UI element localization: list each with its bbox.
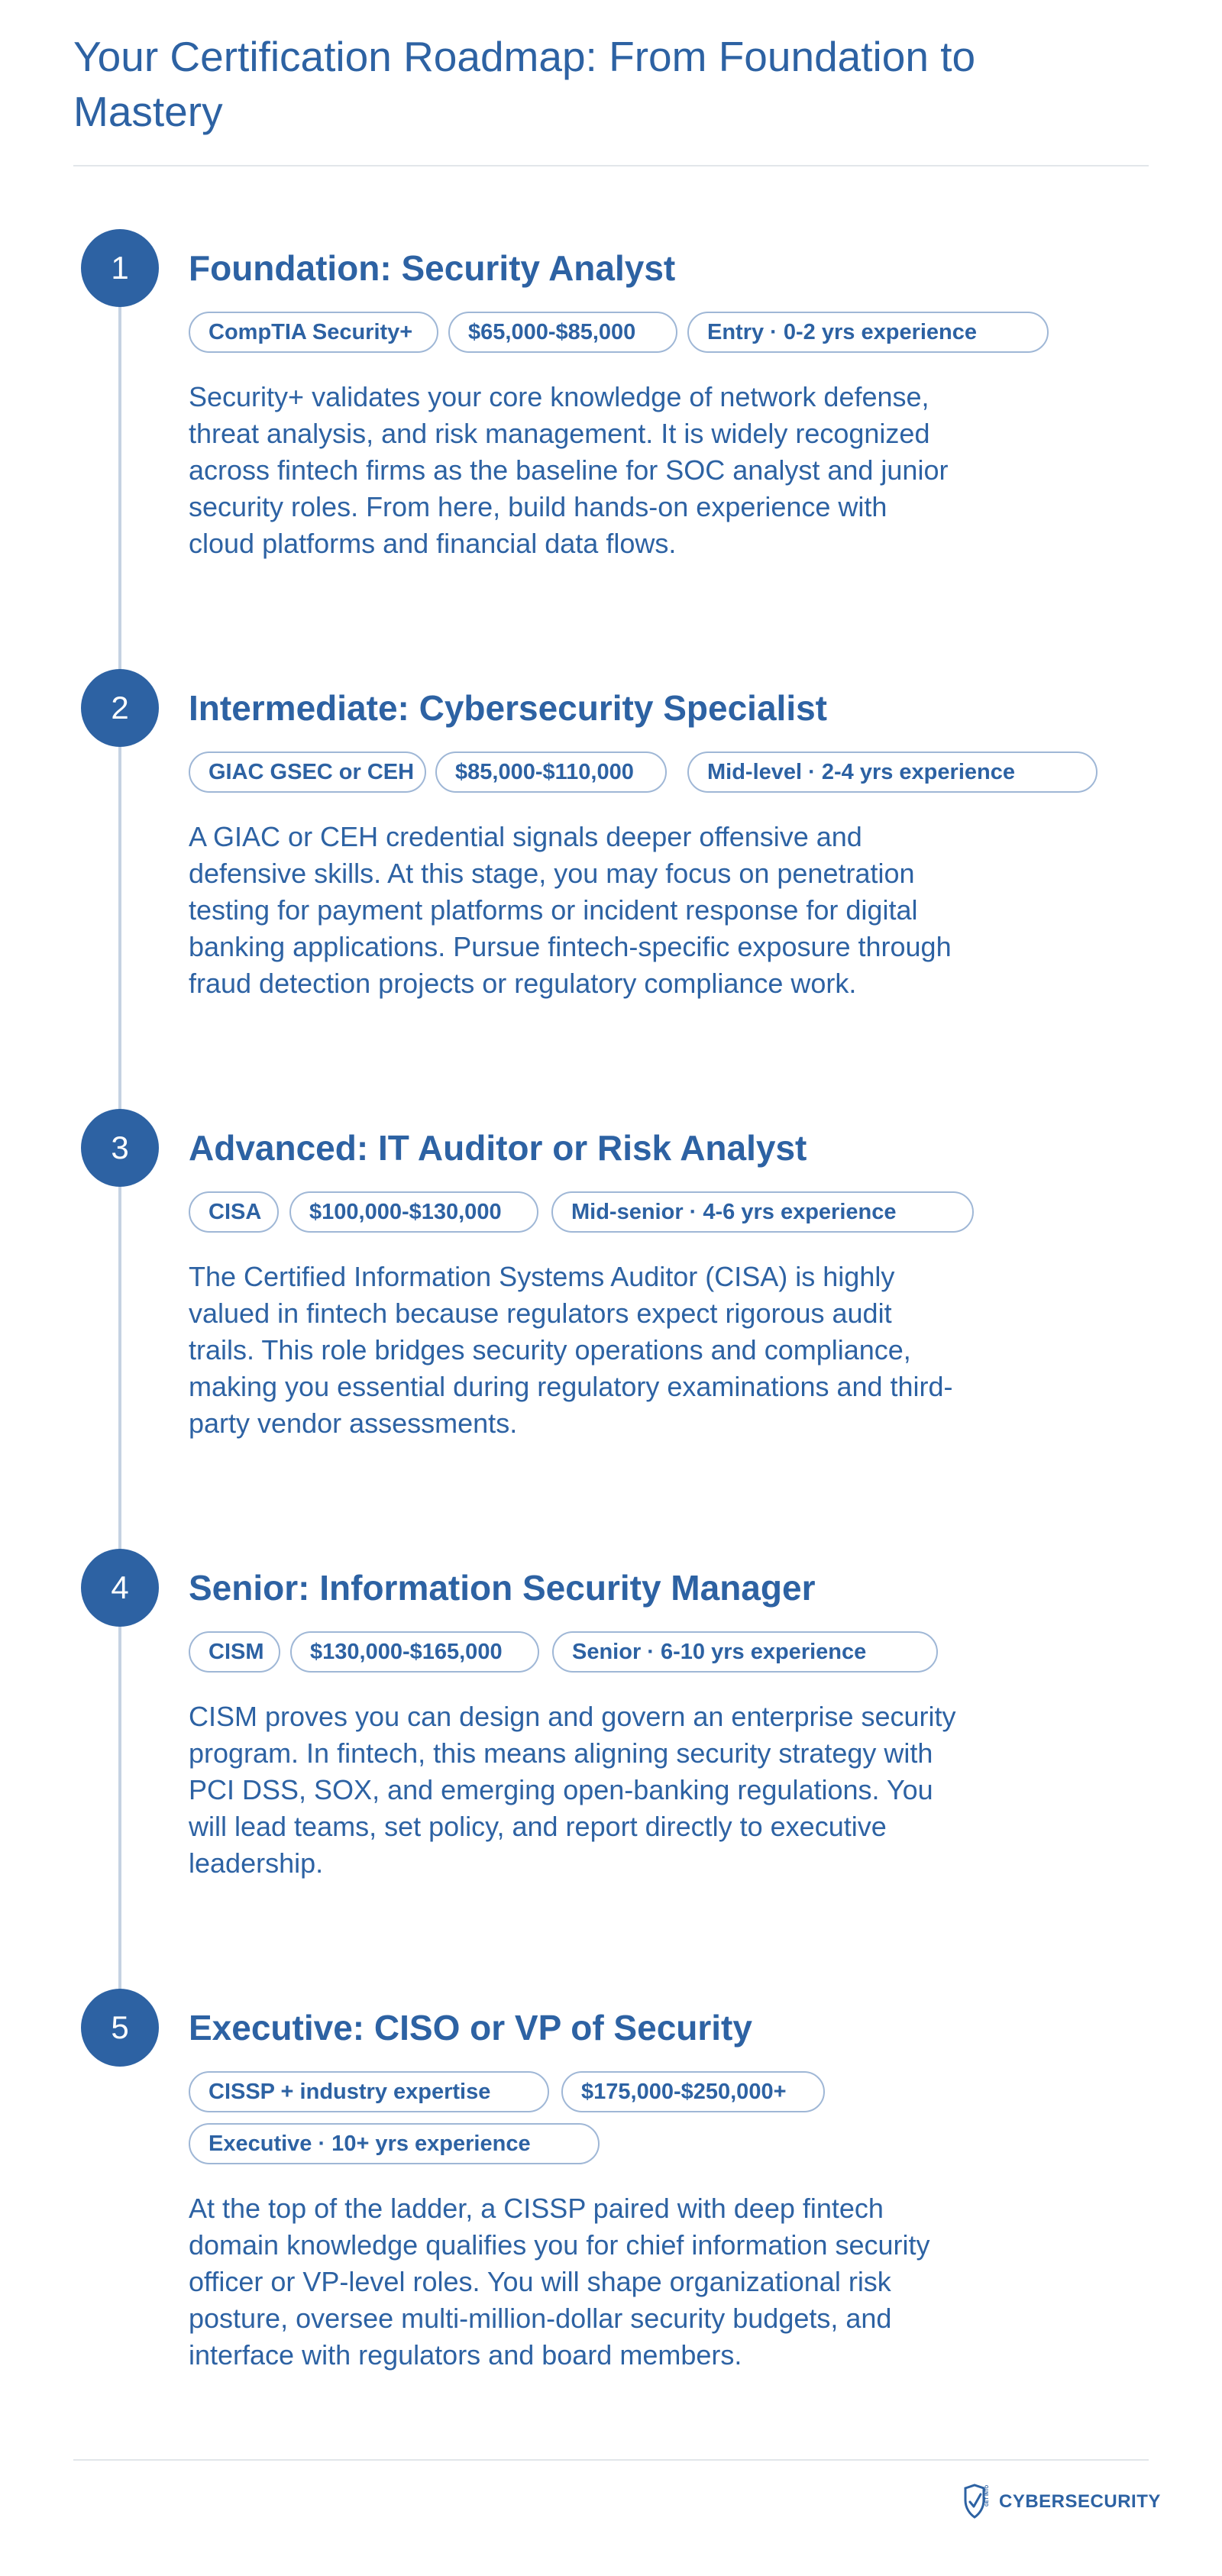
salary-badge: $175,000-$250,000+ [561, 2071, 825, 2112]
certification-badge: CISA [189, 1191, 279, 1233]
step-number-badge: 2 [81, 669, 159, 747]
page-title: Your Certification Roadmap: From Foundation to Mastery [73, 33, 976, 135]
step-description: The Certified Information Systems Auditor (CISA) is highly valued in fintech because regulators expect rigorous audit trails. This role bridges security operations and compliance, making you essential during regulatory examinations and third-party vendor assessments. [189, 1261, 953, 1439]
step-title: Intermediate: Cybersecurity Specialist [189, 688, 827, 728]
salary-badge: $65,000-$85,000 [448, 312, 677, 353]
shield-icon [955, 2484, 994, 2520]
footer-divider [73, 2459, 1149, 2461]
step-number-badge: 4 [81, 1549, 159, 1627]
step-description: A GIAC or CEH credential signals deeper offensive and defensive skills. At this stage, you may focus on penetration testing for payment platforms or incident response for digital banking applications. Pursue fintech-specific exposure through fraud detection projects or regulatory compliance work. [189, 821, 952, 999]
experience-badge: Mid-senior · 4-6 yrs experience [551, 1191, 974, 1233]
step-number-badge: 5 [81, 1989, 159, 2067]
header-divider [73, 165, 1149, 166]
salary-badge: $100,000-$130,000 [289, 1191, 538, 1233]
salary-badge: $85,000-$110,000 [435, 751, 667, 793]
step-title: Foundation: Security Analyst [189, 248, 676, 288]
svg-text:GET INTO [985, 2484, 990, 2507]
logo-small-text: GET INTO [985, 2484, 990, 2507]
step-description: CISM proves you can design and govern an enterprise security program. In fintech, this means aligning security strategy with PCI DSS, SOX, and emerging open-banking regulations. You will lead teams, set policy, and report directly to executive leadership. [189, 1701, 956, 1879]
certification-badge: CompTIA Security+ [189, 312, 438, 353]
salary-badge: $130,000-$165,000 [290, 1631, 539, 1673]
certification-badge: CISM [189, 1631, 280, 1673]
logo-text: CYBERSECURITY [999, 2491, 1161, 2512]
step-number-badge: 1 [81, 229, 159, 307]
experience-badge: Mid-level · 2-4 yrs experience [687, 751, 1098, 793]
step-title: Advanced: IT Auditor or Risk Analyst [189, 1128, 807, 1168]
experience-badge: Entry · 0-2 yrs experience [687, 312, 1049, 353]
certification-badge: CISSP + industry expertise [189, 2071, 549, 2112]
step-description: Security+ validates your core knowledge of network defense, threat analysis, and risk management. It is widely recognized across fintech firms as the baseline for SOC analyst and junior security roles. From here, build hands-on experience with cloud platforms and financial data flows. [189, 381, 949, 559]
step-description: At the top of the ladder, a CISSP paired with deep fintech domain knowledge qualifies you for chief information security officer or VP-level roles. You will shape organizational risk posture, oversee multi-million-dollar security budgets, and interface with regulators and board members. [189, 2193, 930, 2371]
certification-badge: GIAC GSEC or CEH [189, 751, 426, 793]
experience-badge: Executive · 10+ yrs experience [189, 2123, 600, 2164]
step-title: Senior: Information Security Manager [189, 1568, 816, 1608]
step-title: Executive: CISO or VP of Security [189, 2008, 752, 2048]
experience-badge: Senior · 6-10 yrs experience [552, 1631, 938, 1673]
brand-logo [955, 2484, 1161, 2520]
step-number-badge: 3 [81, 1109, 159, 1187]
